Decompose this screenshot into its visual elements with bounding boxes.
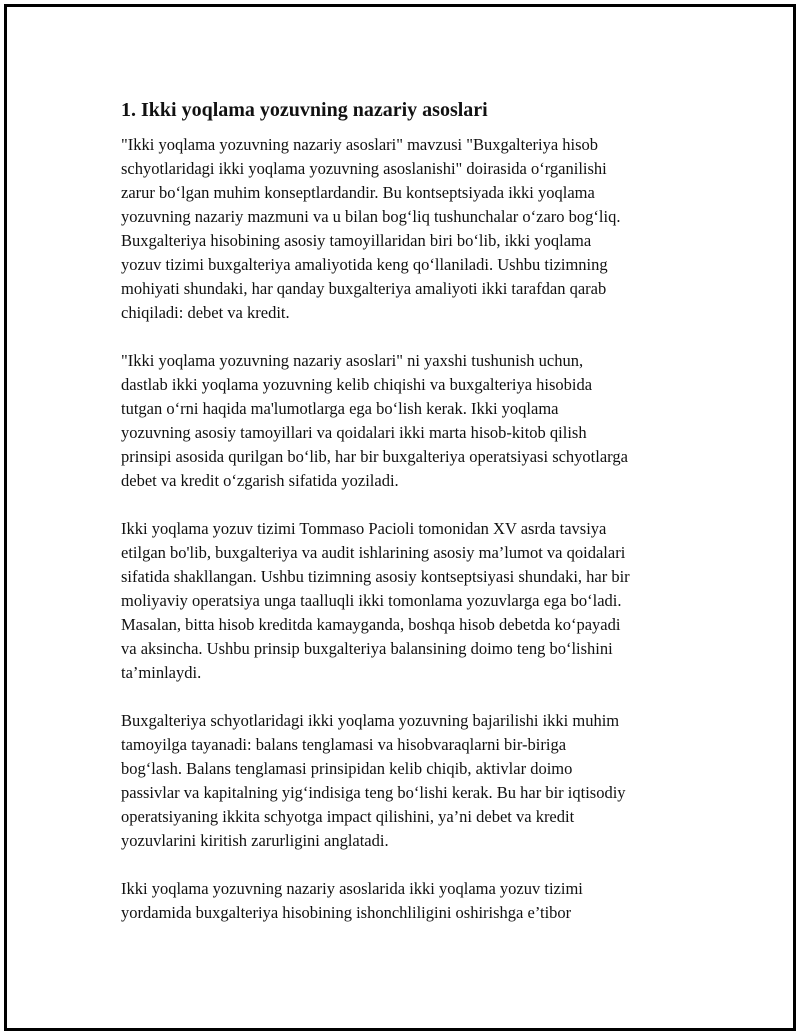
paragraph-3: Ikki yoqlama yozuv tizimi Tommaso Pacioli tomonidan XV asrda tavsiya etilgan bo'lib, buxgalteriya va audit ishlarining asosiy ma’lumot va qoidalari sifatida shakllangan. Ushbu tizimning asosiy kontseptsiyasi shundaki, har bir moliyaviy operatsiya unga taalluqli ikki tomonlama yozuvlarga ega bo‘ladi. Masalan, bitta hisob kreditda kamayganda, boshqa hisob debetda ko‘payadi va aksincha. Ushbu prinsip buxgalteriya balansining doimo teng bo‘lishini ta’minlaydi. (121, 519, 630, 682)
document-page (4, 4, 796, 1031)
paragraph-1: "Ikki yoqlama yozuvning nazariy asoslari" mavzusi "Buxgalteriya hisob schyotlaridagi ikki yoqlama yozuvning asoslanishi" doirasida o‘rganilishi zarur bo‘lgan muhim konseptlardandir. Bu kontseptsiyada ikki yoqlama yozuvning nazariy mazmuni va u bilan bog‘liq tushunchalar o‘zaro bog‘liq. Buxgalteriya hisobining asosiy tamoyillaridan biri bo‘lib, ikki yoqlama yozuv tizimi buxgalteriya amaliyotida keng qo‘llaniladi. Ushbu tizimning mohiyati shundaki, har qanday buxgalteriya amaliyoti ikki tarafdan qarab chiqiladi: debet va kredit. (121, 135, 621, 322)
paragraph-2: "Ikki yoqlama yozuvning nazariy asoslari" ni yaxshi tushunish uchun, dastlab ikki yoqlama yozuvning kelib chiqishi va buxgalteriya hisobida tutgan o‘rni haqida ma'lumotlarga ega bo‘lish kerak. Ikki yoqlama yozuvning asosiy tamoyillari va qoidalari ikki marta hisob-kitob qilish prinsipi asosida qurilgan bo‘lib, har bir buxgalteriya operatsiyasi schyotlarga debet va kredit o‘zgarish sifatida yoziladi. (121, 351, 628, 490)
document-body (121, 97, 701, 949)
paragraph-5: Ikki yoqlama yozuvning nazariy asoslarida ikki yoqlama yozuv tizimi yordamida buxgalteriya hisobining ishonchliligini oshirishga e’tibor (121, 879, 583, 922)
paragraph-4: Buxgalteriya schyotlaridagi ikki yoqlama yozuvning bajarilishi ikki muhim tamoyilga tayanadi: balans tenglamasi va hisobvaraqlarni bir-biriga bog‘lash. Balans tenglamasi prinsipidan kelib chiqib, aktivlar doimo passivlar va kapitalning yig‘indisiga teng bo‘lishi kerak. Bu har bir iqtisodiy operatsiyaning ikkita schyotga impact qilishini, ya’ni debet va kredit yozuvlarini kiritish zarurligini anglatadi. (121, 711, 626, 850)
section-heading: 1. Ikki yoqlama yozuvning nazariy asoslari (121, 99, 488, 121)
